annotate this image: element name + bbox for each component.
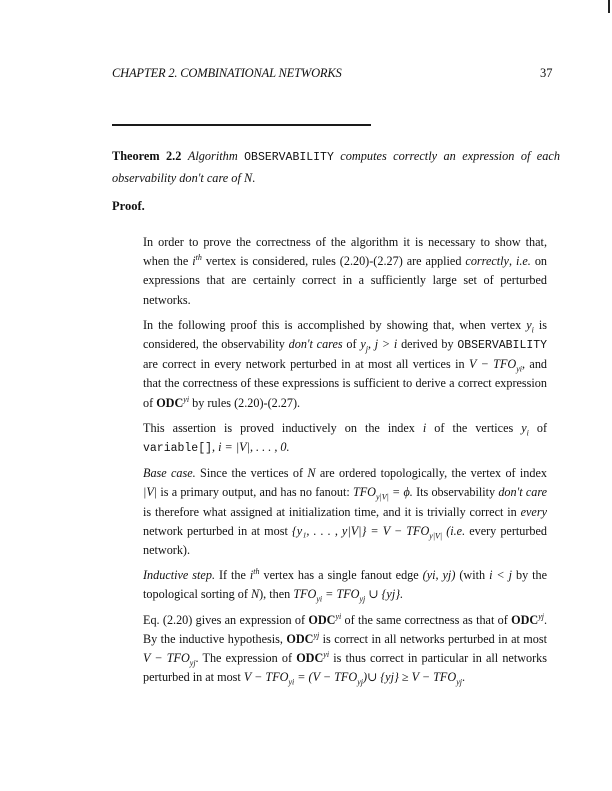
math-expression: V − TFO: [143, 651, 190, 666]
text: , and that the correctness of these expressions is sufficient to derive a correct expression of: [143, 357, 548, 410]
text: This assertion is proved inductively on the index: [143, 420, 415, 435]
math-expression: i < j: [489, 568, 512, 583]
page-number: 37: [540, 66, 553, 80]
math-superscript: th: [195, 253, 202, 263]
text: vertex is considered, rules (2.20)-(2.27) are applied: [205, 254, 462, 269]
math-subscript: yi: [288, 677, 295, 687]
math-expression: )∪ {yj} ≥ V − TFO: [362, 670, 457, 685]
math-symbol: i: [249, 568, 254, 583]
algorithm-name: OBSERVABILITY: [244, 151, 334, 164]
paragraph: [143, 464, 547, 560]
text: of: [346, 337, 357, 352]
horizontal-rule: [112, 124, 371, 126]
theorem-statement: [112, 146, 560, 189]
case-label: Inductive step.: [143, 568, 215, 583]
text: are ordered topologically, the vertex of index: [319, 466, 547, 481]
math-subscript: yj: [359, 594, 366, 604]
math-subscript: yj: [357, 677, 363, 687]
text: If the: [218, 568, 246, 583]
math-expression: (yi, yj): [422, 568, 456, 583]
math-expression: , i = |V|, . . . , 0.: [212, 440, 290, 455]
math-symbol: i: [422, 420, 427, 435]
math-subscript: yi: [516, 364, 522, 374]
text: Eq. (2.20) gives an expression of: [143, 612, 306, 627]
math-symbol: N: [307, 466, 316, 481]
proof-label: Proof.: [112, 199, 145, 213]
theorem-label: Theorem 2.2: [112, 149, 182, 163]
emphasis: (i.e.: [446, 523, 466, 538]
text: of: [536, 420, 548, 435]
text: every perturbed network).: [143, 523, 548, 558]
math-symbol: N: [243, 171, 253, 185]
paragraph: [143, 566, 547, 604]
text: on expressions that are certainly correct in a sufficiently large set of perturbed networks.: [143, 254, 548, 307]
math-superscript: yj: [538, 611, 544, 621]
text: is therefore what assigned at initialization time, and it is trivially correct in: [143, 504, 517, 519]
emphasis: i.e.: [515, 254, 531, 269]
page-edge-mark: [608, 0, 610, 13]
paragraph: [143, 611, 547, 688]
math-expression: TFO: [352, 485, 376, 500]
text: by rules (2.20)-(2.27).: [192, 395, 301, 410]
running-head: CHAPTER 2. COMBINATIONAL NETWORKS: [112, 66, 342, 80]
paragraph: [143, 419, 547, 458]
text: is thus correct in particular in all networks perturbed in at most: [143, 651, 548, 685]
odc-symbol: ODC: [308, 612, 336, 627]
paragraph: [143, 233, 547, 310]
text: of the same correctness as that of: [344, 612, 508, 627]
math-expression: {y₁, . . . , y|V|} = V − TFO: [291, 523, 430, 538]
math-expression: |V|: [143, 485, 158, 500]
text: are correct in every network perturbed in at most all vertices in: [143, 357, 465, 372]
proof-body: [143, 233, 547, 693]
odc-symbol: ODC: [286, 631, 314, 646]
text: is a primary output, and has no fanout:: [160, 485, 350, 500]
math-subscript: yj: [189, 658, 196, 668]
math-expression: TFO: [293, 587, 317, 602]
math-expression: ∪ {yj}.: [368, 587, 404, 602]
math-subscript: y|V|: [375, 492, 389, 502]
punctuation: .: [252, 171, 256, 185]
text: Since the vertices of: [200, 466, 304, 481]
math-expression: = ϕ.: [392, 485, 413, 500]
odc-symbol: ODC: [156, 395, 184, 410]
code-identifier: variable[]: [143, 442, 213, 456]
text: . By the inductive hypothesis,: [143, 612, 548, 646]
math-superscript: yi: [323, 650, 330, 659]
math-expression: = (V − TFO: [297, 670, 358, 685]
math-subscript: i: [531, 325, 534, 335]
math-symbol: y: [521, 420, 527, 435]
text: by the topological sorting of: [143, 568, 548, 602]
math-symbol: N: [250, 587, 260, 602]
case-label: Base case.: [143, 466, 196, 481]
text: (with: [459, 568, 486, 583]
math-expression: , j > i: [367, 337, 398, 352]
text: ), then: [259, 587, 291, 602]
theorem-text: computes correctly an expression of each observability don't care of: [112, 149, 561, 185]
algorithm-name: OBSERVABILITY: [457, 339, 548, 353]
text: In the following proof this is accomplished by showing that, when vertex: [143, 317, 522, 332]
math-expression: V − TFO: [468, 357, 517, 372]
theorem-text: Algorithm: [187, 149, 238, 163]
emphasis: don't cares: [288, 337, 343, 352]
odc-symbol: ODC: [511, 612, 539, 627]
text: is considered, the observability: [143, 317, 547, 352]
text: network perturbed in at most: [143, 523, 288, 538]
odc-symbol: ODC: [296, 651, 324, 666]
paragraph: [143, 316, 547, 413]
math-expression: V − TFO: [243, 670, 289, 685]
math-symbol: y: [360, 337, 366, 352]
text: .: [461, 670, 466, 685]
text: derived by: [401, 337, 454, 352]
text: . The expression of: [195, 651, 293, 666]
math-expression: = TFO: [325, 587, 360, 602]
math-superscript: yi: [183, 394, 190, 404]
math-symbol: i: [192, 254, 196, 269]
emphasis: correctly: [465, 254, 509, 269]
math-subscript: yj: [456, 677, 462, 687]
text: vertex has a single fanout edge: [263, 568, 419, 583]
math-superscript: yi: [335, 611, 342, 621]
math-superscript: yj: [313, 630, 320, 640]
text: In order to prove the correctness of the algorithm it is necessary to show that, when the: [143, 235, 547, 269]
math-subscript: yi: [316, 594, 323, 604]
text: Its observability: [416, 485, 496, 500]
emphasis: don't care: [498, 485, 548, 500]
text: is correct in all networks perturbed in at most: [322, 631, 547, 646]
text: ,: [508, 254, 512, 269]
text: of the vertices: [434, 420, 514, 435]
math-subscript: j: [365, 344, 368, 354]
math-subscript: i: [526, 428, 529, 438]
math-symbol: y: [526, 317, 532, 332]
math-subscript: y|V|: [429, 531, 443, 541]
math-superscript: th: [253, 567, 260, 577]
emphasis: every: [520, 504, 547, 519]
